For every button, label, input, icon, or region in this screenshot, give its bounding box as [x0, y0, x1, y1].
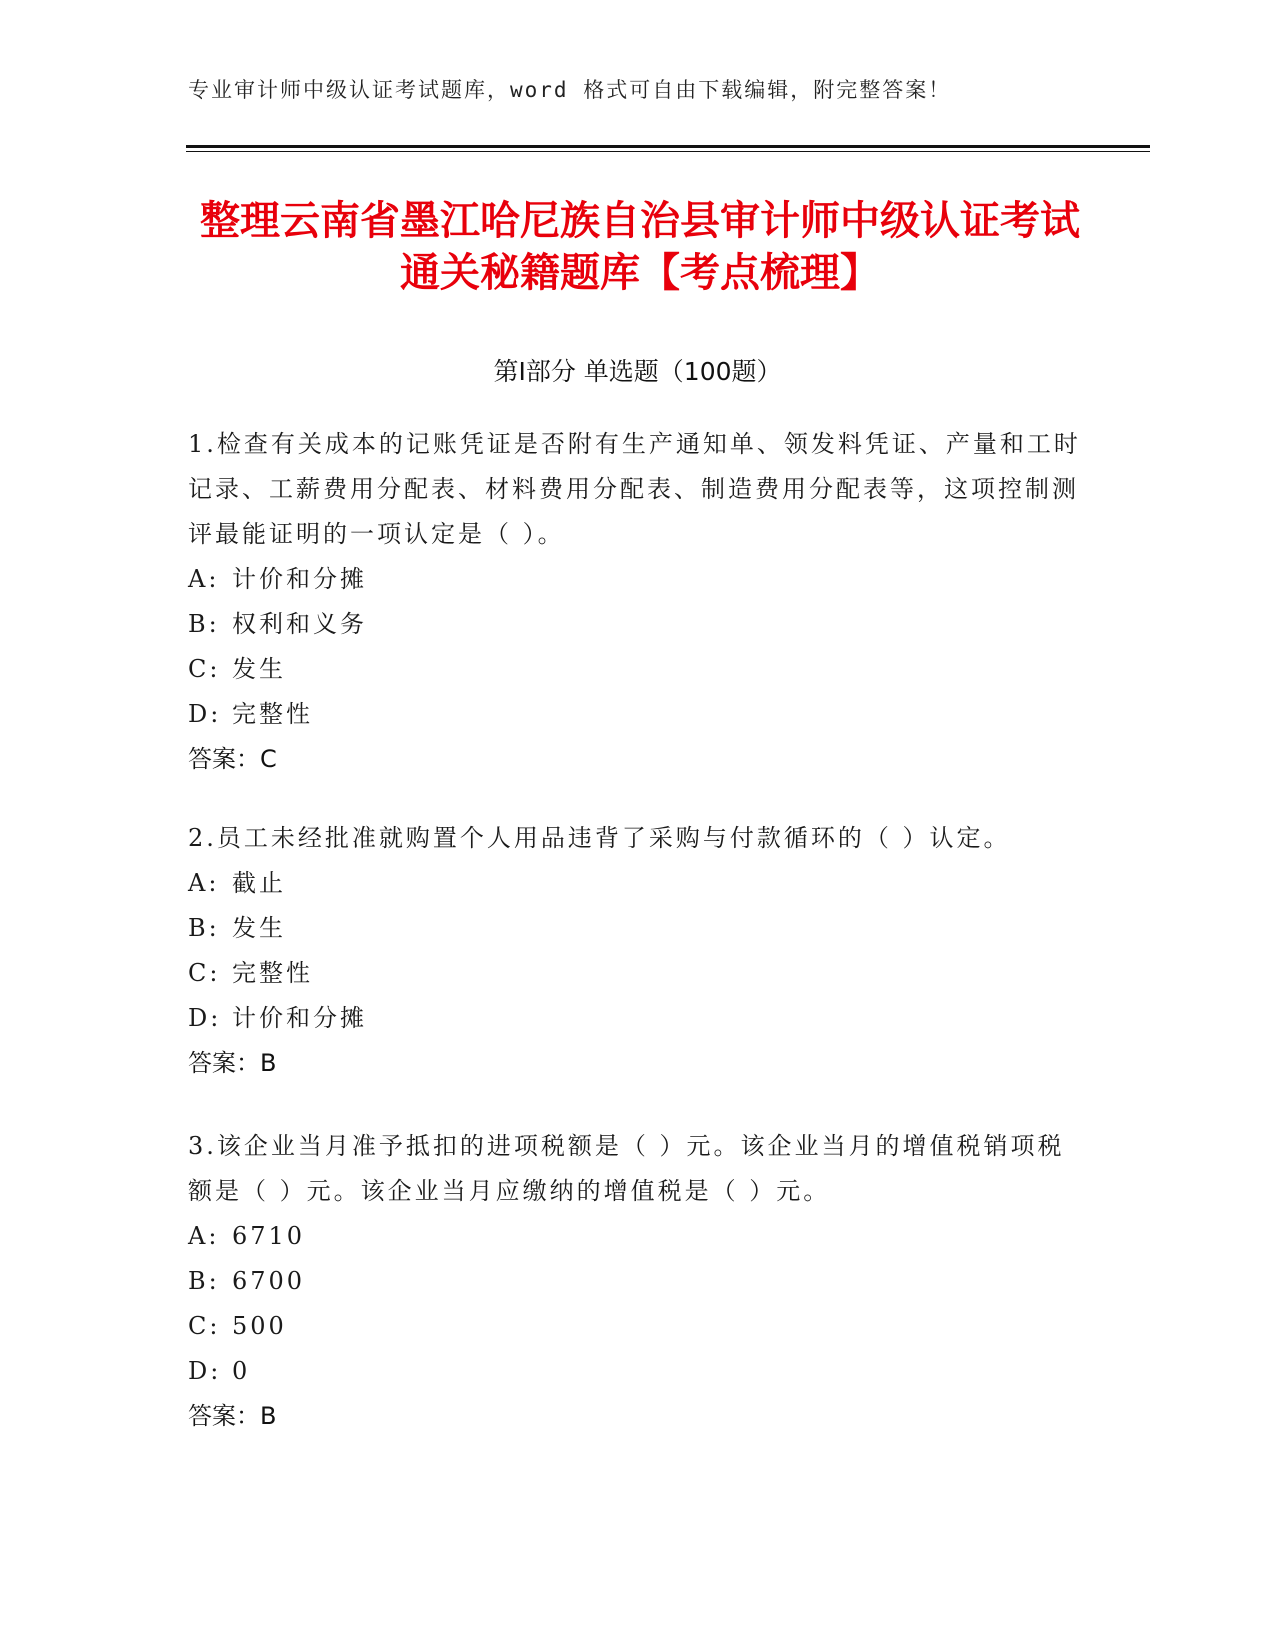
option-key: D:	[188, 1004, 222, 1032]
option-c	[188, 951, 1088, 996]
option-key: C:	[188, 655, 221, 683]
option-a	[188, 1214, 1088, 1259]
option-c	[188, 1304, 1088, 1349]
option-text: 500	[232, 1312, 287, 1340]
question-stem: 2.员工未经批准就购置个人用品违背了采购与付款循环的（ ）认定。	[188, 824, 1011, 852]
option-key: A:	[188, 565, 220, 593]
option-b	[188, 1259, 1088, 1304]
option-key: C:	[188, 1312, 221, 1340]
option-text: 发生	[232, 655, 286, 683]
option-text: 计价和分摊	[232, 565, 367, 593]
header-rule-thin	[186, 151, 1150, 152]
option-text: 发生	[232, 914, 286, 942]
question-2	[188, 816, 1088, 1086]
answer: 答案：C	[188, 745, 277, 773]
option-c	[188, 647, 1088, 692]
option-a	[188, 557, 1088, 602]
answer: 答案：B	[188, 1402, 277, 1430]
question-stem: 3.该企业当月准予抵扣的进项税额是（ ）元。该企业当月的增值税销项税额是（ ）元。该企业当月应缴纳的增值税是（ ）元。	[188, 1132, 1065, 1205]
option-d	[188, 1349, 1088, 1394]
question-stem: 1.检查有关成本的记账凭证是否附有生产通知单、领发料凭证、产量和工时记录、工薪费用分配表、材料费用分配表、制造费用分配表等，这项控制测评最能证明的一项认定是（ ）。	[188, 430, 1081, 548]
question-3	[188, 1124, 1088, 1439]
option-key: A:	[188, 869, 220, 897]
option-key: D:	[188, 1357, 222, 1385]
question-1	[188, 422, 1088, 782]
header-note: 专业审计师中级认证考试题库，word 格式可自由下载编辑，附完整答案！	[188, 78, 952, 102]
option-key: B:	[188, 1267, 220, 1295]
answer: 答案：B	[188, 1049, 277, 1077]
option-key: A:	[188, 1222, 220, 1250]
option-text: 计价和分摊	[232, 1004, 367, 1032]
option-text: 完整性	[232, 700, 313, 728]
option-key: B:	[188, 610, 220, 638]
option-text: 截止	[232, 869, 286, 897]
option-key: B:	[188, 914, 220, 942]
option-key: C:	[188, 959, 221, 987]
option-text: 6710	[232, 1222, 306, 1250]
document-title: 整理云南省墨江哈尼族自治县审计师中级认证考试通关秘籍题库【考点梳理】	[200, 198, 1080, 296]
option-text: 完整性	[232, 959, 313, 987]
option-d	[188, 692, 1088, 737]
section-heading: 第Ⅰ部分 单选题（100题）	[493, 357, 782, 386]
option-text: 6700	[232, 1267, 306, 1295]
option-text: 0	[232, 1357, 251, 1385]
option-b	[188, 602, 1088, 647]
option-text: 权利和义务	[232, 610, 367, 638]
option-d	[188, 996, 1088, 1041]
option-b	[188, 906, 1088, 951]
option-key: D:	[188, 700, 222, 728]
header-rule-thick	[186, 145, 1150, 148]
option-a	[188, 861, 1088, 906]
